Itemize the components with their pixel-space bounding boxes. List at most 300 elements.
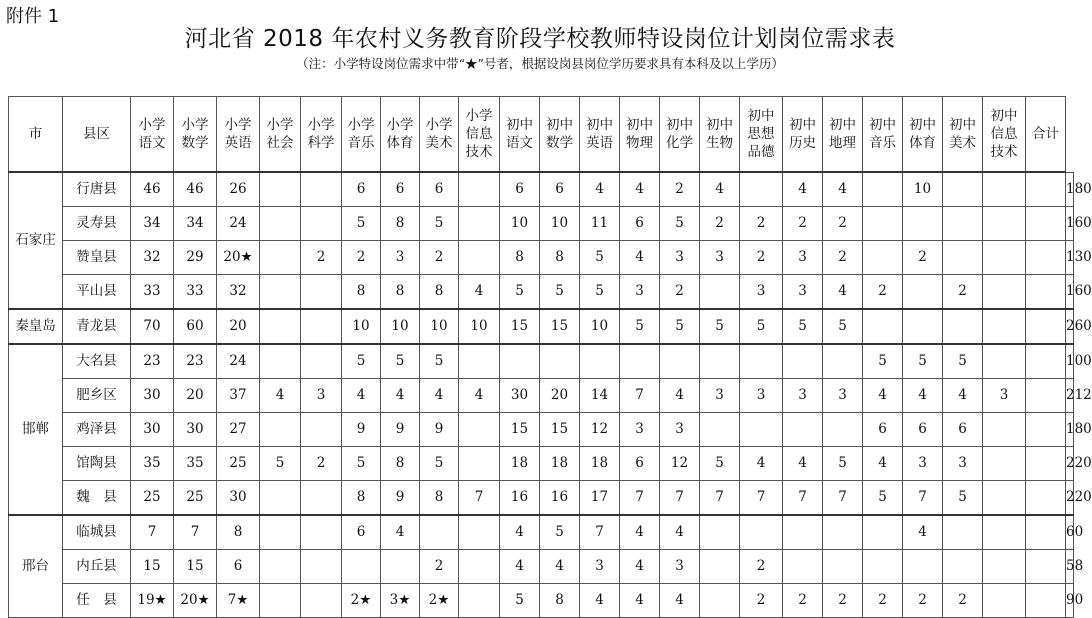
value-cell xyxy=(863,515,903,550)
value-cell: 5 xyxy=(863,481,903,516)
value-cell xyxy=(260,515,301,550)
table-note: （注：小学特设岗位需求中带“★”号者，根据设岗县岗位学历要求具有本科及以上学历） xyxy=(296,56,784,71)
value-cell: 5 xyxy=(700,309,740,344)
value-cell: 10 xyxy=(903,172,943,207)
county-cell: 大名县 xyxy=(63,344,131,379)
value-cell: 4 xyxy=(823,275,863,310)
value-cell: 5 xyxy=(342,447,381,481)
value-cell xyxy=(943,550,983,584)
value-cell: 34 xyxy=(131,207,174,241)
value-cell: 25 xyxy=(131,481,174,516)
value-cell xyxy=(983,241,1026,275)
value-cell: 25 xyxy=(217,447,260,481)
value-cell: 3 xyxy=(301,379,342,413)
value-cell xyxy=(943,207,983,241)
value-cell xyxy=(500,344,540,379)
value-cell: 4 xyxy=(620,172,660,207)
column-header: 小学 科学 xyxy=(301,97,342,173)
value-cell: 7 xyxy=(174,515,217,550)
value-cell xyxy=(540,344,580,379)
value-cell: 2 xyxy=(740,550,783,584)
value-cell: 6 xyxy=(863,413,903,447)
value-cell: 46 xyxy=(174,172,217,207)
value-cell: 19★ xyxy=(131,584,174,618)
value-cell xyxy=(459,447,500,481)
value-cell: 4 xyxy=(500,550,540,584)
value-cell: 5 xyxy=(903,344,943,379)
value-cell xyxy=(823,413,863,447)
value-cell xyxy=(783,413,823,447)
county-cell: 魏 县 xyxy=(63,481,131,516)
value-cell: 18 xyxy=(500,447,540,481)
value-cell: 3 xyxy=(620,275,660,310)
column-header: 初中 语文 xyxy=(500,97,540,173)
value-cell: 4 xyxy=(342,379,381,413)
county-cell: 任 县 xyxy=(63,584,131,618)
table-row xyxy=(9,550,1074,584)
value-cell: 8 xyxy=(381,447,420,481)
column-header: 小学 信息 技术 xyxy=(459,97,500,173)
value-cell: 30 xyxy=(131,379,174,413)
column-header: 初中 思想 品德 xyxy=(740,97,783,173)
total-cell: 100 xyxy=(1066,344,1074,379)
value-cell xyxy=(740,344,783,379)
value-cell xyxy=(700,550,740,584)
value-cell: 7 xyxy=(823,481,863,516)
value-cell: 4 xyxy=(903,515,943,550)
value-cell: 5 xyxy=(740,309,783,344)
value-cell: 15 xyxy=(131,550,174,584)
value-cell xyxy=(260,207,301,241)
value-cell xyxy=(903,207,943,241)
value-cell: 10 xyxy=(459,309,500,344)
value-cell xyxy=(943,309,983,344)
value-cell xyxy=(863,241,903,275)
value-cell: 4 xyxy=(943,379,983,413)
value-cell: 2 xyxy=(420,241,459,275)
value-cell: 4 xyxy=(823,172,863,207)
column-header: 县区 xyxy=(63,97,131,173)
value-cell: 5 xyxy=(863,344,903,379)
value-cell xyxy=(863,309,903,344)
value-cell xyxy=(700,515,740,550)
value-cell xyxy=(740,515,783,550)
value-cell: 2 xyxy=(823,584,863,618)
value-cell: 2 xyxy=(863,584,903,618)
value-cell: 2 xyxy=(823,207,863,241)
attachment-label: 附件 1 xyxy=(6,6,60,27)
value-cell xyxy=(783,515,823,550)
value-cell xyxy=(301,413,342,447)
value-cell: 4 xyxy=(381,379,420,413)
value-cell xyxy=(260,309,301,344)
value-cell: 2 xyxy=(420,550,459,584)
value-cell: 6 xyxy=(620,447,660,481)
value-cell xyxy=(260,584,301,618)
column-header: 合计 xyxy=(1026,97,1066,173)
value-cell xyxy=(943,515,983,550)
value-cell: 15 xyxy=(540,309,580,344)
value-cell xyxy=(903,550,943,584)
value-cell: 8 xyxy=(342,275,381,310)
value-cell: 4 xyxy=(660,379,700,413)
value-cell: 8 xyxy=(540,241,580,275)
value-cell: 2 xyxy=(301,241,342,275)
value-cell: 5 xyxy=(943,481,983,516)
table-row xyxy=(9,241,1074,275)
city-cell: 邯郸 xyxy=(9,344,63,515)
value-cell: 15 xyxy=(540,413,580,447)
value-cell: 6 xyxy=(342,515,381,550)
value-cell: 5 xyxy=(381,344,420,379)
value-cell: 23 xyxy=(174,344,217,379)
value-cell: 2 xyxy=(903,584,943,618)
value-cell: 6 xyxy=(620,207,660,241)
value-cell: 20★ xyxy=(174,584,217,618)
value-cell xyxy=(301,515,342,550)
column-header: 初中 美术 xyxy=(943,97,983,173)
city-cell: 秦皇岛 xyxy=(9,309,63,344)
total-cell: 58 xyxy=(1066,550,1074,584)
value-cell: 7 xyxy=(580,515,620,550)
value-cell xyxy=(342,550,381,584)
value-cell: 6 xyxy=(420,172,459,207)
column-header: 小学 社会 xyxy=(260,97,301,173)
value-cell: 33 xyxy=(174,275,217,310)
value-cell: 2 xyxy=(660,275,700,310)
value-cell: 3 xyxy=(620,413,660,447)
value-cell xyxy=(459,413,500,447)
column-header: 小学 音乐 xyxy=(342,97,381,173)
value-cell xyxy=(459,515,500,550)
value-cell: 8 xyxy=(217,515,260,550)
value-cell xyxy=(580,344,620,379)
value-cell: 5 xyxy=(580,275,620,310)
total-cell: 220 xyxy=(1066,447,1074,481)
value-cell: 15 xyxy=(500,413,540,447)
value-cell xyxy=(1026,379,1066,413)
value-cell: 6 xyxy=(943,413,983,447)
value-cell xyxy=(301,172,342,207)
value-cell: 10 xyxy=(580,309,620,344)
value-cell: 30 xyxy=(500,379,540,413)
value-cell: 24 xyxy=(217,344,260,379)
value-cell: 7 xyxy=(459,481,500,516)
value-cell: 4 xyxy=(260,379,301,413)
value-cell xyxy=(1026,309,1066,344)
value-cell: 3 xyxy=(580,550,620,584)
value-cell: 8 xyxy=(381,207,420,241)
value-cell xyxy=(660,344,700,379)
value-cell: 24 xyxy=(217,207,260,241)
value-cell xyxy=(983,172,1026,207)
column-header: 市 xyxy=(9,97,63,173)
value-cell xyxy=(983,207,1026,241)
total-cell: 130 xyxy=(1066,241,1074,275)
value-cell: 4 xyxy=(620,515,660,550)
value-cell xyxy=(983,515,1026,550)
value-cell xyxy=(1026,550,1066,584)
value-cell: 5 xyxy=(700,447,740,481)
value-cell xyxy=(943,241,983,275)
value-cell xyxy=(260,344,301,379)
value-cell xyxy=(903,275,943,310)
value-cell: 4 xyxy=(783,172,823,207)
value-cell xyxy=(1026,207,1066,241)
value-cell: 11 xyxy=(580,207,620,241)
table-row xyxy=(9,584,1074,618)
value-cell xyxy=(1026,413,1066,447)
value-cell: 2 xyxy=(783,207,823,241)
value-cell xyxy=(301,584,342,618)
value-cell: 2 xyxy=(863,275,903,310)
value-cell: 7 xyxy=(620,481,660,516)
value-cell xyxy=(783,550,823,584)
value-cell xyxy=(459,584,500,618)
total-cell: 160 xyxy=(1066,275,1074,310)
value-cell xyxy=(740,172,783,207)
value-cell xyxy=(1026,241,1066,275)
column-header: 初中 生物 xyxy=(700,97,740,173)
city-cell: 邢台 xyxy=(9,515,63,618)
value-cell: 5 xyxy=(500,275,540,310)
value-cell: 5 xyxy=(500,584,540,618)
value-cell: 5 xyxy=(342,344,381,379)
value-cell xyxy=(983,447,1026,481)
value-cell: 3 xyxy=(823,379,863,413)
value-cell xyxy=(823,515,863,550)
value-cell: 9 xyxy=(381,481,420,516)
value-cell: 5 xyxy=(823,309,863,344)
value-cell: 6 xyxy=(381,172,420,207)
value-cell: 7 xyxy=(783,481,823,516)
value-cell xyxy=(459,344,500,379)
value-cell: 5 xyxy=(660,309,700,344)
value-cell: 2 xyxy=(342,241,381,275)
value-cell: 2 xyxy=(660,172,700,207)
value-cell xyxy=(863,207,903,241)
value-cell xyxy=(823,550,863,584)
value-cell: 8 xyxy=(500,241,540,275)
value-cell: 4 xyxy=(700,172,740,207)
value-cell xyxy=(620,344,660,379)
value-cell xyxy=(260,550,301,584)
value-cell: 10 xyxy=(381,309,420,344)
value-cell: 32 xyxy=(217,275,260,310)
value-cell: 20 xyxy=(540,379,580,413)
value-cell: 7 xyxy=(660,481,700,516)
value-cell: 9 xyxy=(381,413,420,447)
value-cell xyxy=(1026,584,1066,618)
value-cell: 2★ xyxy=(342,584,381,618)
total-cell: 160 xyxy=(1066,207,1074,241)
value-cell: 23 xyxy=(131,344,174,379)
value-cell: 20 xyxy=(174,379,217,413)
page-title: 河北省 2018 年农村义务教育阶段学校教师特设岗位计划岗位需求表 xyxy=(184,26,896,52)
value-cell: 6 xyxy=(500,172,540,207)
value-cell: 2 xyxy=(700,207,740,241)
value-cell: 7 xyxy=(620,379,660,413)
value-cell: 2 xyxy=(783,584,823,618)
value-cell xyxy=(260,241,301,275)
value-cell: 2 xyxy=(740,584,783,618)
value-cell: 4 xyxy=(620,584,660,618)
column-header: 初中 化学 xyxy=(660,97,700,173)
value-cell: 4 xyxy=(783,447,823,481)
value-cell: 4 xyxy=(459,379,500,413)
county-cell: 青龙县 xyxy=(63,309,131,344)
value-cell xyxy=(301,550,342,584)
value-cell xyxy=(983,309,1026,344)
value-cell: 5 xyxy=(420,207,459,241)
value-cell: 3 xyxy=(740,379,783,413)
value-cell: 3 xyxy=(700,379,740,413)
value-cell: 2 xyxy=(740,207,783,241)
column-header: 小学 体育 xyxy=(381,97,420,173)
value-cell: 4 xyxy=(620,241,660,275)
value-cell: 4 xyxy=(500,515,540,550)
value-cell: 46 xyxy=(131,172,174,207)
value-cell xyxy=(301,207,342,241)
value-cell: 4 xyxy=(381,515,420,550)
value-cell: 5 xyxy=(260,447,301,481)
value-cell: 4 xyxy=(620,550,660,584)
value-cell: 2 xyxy=(943,275,983,310)
value-cell xyxy=(700,584,740,618)
value-cell: 9 xyxy=(342,413,381,447)
value-cell xyxy=(1026,515,1066,550)
value-cell: 4 xyxy=(660,584,700,618)
value-cell: 7 xyxy=(700,481,740,516)
county-cell: 馆陶县 xyxy=(63,447,131,481)
value-cell xyxy=(983,413,1026,447)
value-cell xyxy=(301,309,342,344)
value-cell xyxy=(1026,481,1066,516)
city-cell: 石家庄 xyxy=(9,172,63,309)
value-cell xyxy=(983,550,1026,584)
value-cell: 26 xyxy=(217,172,260,207)
value-cell: 35 xyxy=(131,447,174,481)
value-cell: 32 xyxy=(131,241,174,275)
value-cell: 5 xyxy=(540,515,580,550)
column-header: 初中 英语 xyxy=(580,97,620,173)
value-cell xyxy=(260,481,301,516)
value-cell xyxy=(700,275,740,310)
county-cell: 行唐县 xyxy=(63,172,131,207)
value-cell xyxy=(700,344,740,379)
value-cell: 9 xyxy=(420,413,459,447)
value-cell xyxy=(823,344,863,379)
value-cell: 35 xyxy=(174,447,217,481)
value-cell: 2 xyxy=(943,584,983,618)
value-cell: 30 xyxy=(131,413,174,447)
value-cell xyxy=(863,172,903,207)
value-cell: 15 xyxy=(500,309,540,344)
value-cell: 6 xyxy=(342,172,381,207)
value-cell: 8 xyxy=(342,481,381,516)
value-cell xyxy=(459,550,500,584)
value-cell xyxy=(381,550,420,584)
table-row xyxy=(9,275,1074,310)
value-cell: 4 xyxy=(660,515,700,550)
value-cell: 8 xyxy=(381,275,420,310)
value-cell: 18 xyxy=(540,447,580,481)
value-cell: 3 xyxy=(783,241,823,275)
value-cell: 60 xyxy=(174,309,217,344)
value-cell: 5 xyxy=(620,309,660,344)
county-cell: 肥乡区 xyxy=(63,379,131,413)
table-row xyxy=(9,344,1074,379)
column-header: 小学 美术 xyxy=(420,97,459,173)
value-cell xyxy=(740,413,783,447)
value-cell: 5 xyxy=(943,344,983,379)
value-cell: 7★ xyxy=(217,584,260,618)
value-cell: 2 xyxy=(903,241,943,275)
county-cell: 灵寿县 xyxy=(63,207,131,241)
value-cell: 7 xyxy=(903,481,943,516)
value-cell: 3★ xyxy=(381,584,420,618)
table-row xyxy=(9,207,1074,241)
value-cell: 8 xyxy=(420,275,459,310)
value-cell xyxy=(1026,172,1066,207)
value-cell xyxy=(260,172,301,207)
value-cell: 70 xyxy=(131,309,174,344)
value-cell: 5 xyxy=(823,447,863,481)
value-cell: 5 xyxy=(580,241,620,275)
value-cell: 3 xyxy=(700,241,740,275)
column-header: 初中 地理 xyxy=(823,97,863,173)
value-cell: 27 xyxy=(217,413,260,447)
value-cell xyxy=(260,275,301,310)
value-cell: 20★ xyxy=(217,241,260,275)
column-header: 小学 语文 xyxy=(131,97,174,173)
value-cell xyxy=(983,275,1026,310)
value-cell: 4 xyxy=(903,379,943,413)
county-cell: 平山县 xyxy=(63,275,131,310)
value-cell xyxy=(301,481,342,516)
column-header: 初中 体育 xyxy=(903,97,943,173)
value-cell: 4 xyxy=(420,379,459,413)
total-cell: 180 xyxy=(1066,413,1074,447)
value-cell: 2★ xyxy=(420,584,459,618)
column-header: 小学 英语 xyxy=(217,97,260,173)
table-row xyxy=(9,379,1074,413)
value-cell: 10 xyxy=(420,309,459,344)
column-header: 初中 历史 xyxy=(783,97,823,173)
value-cell: 10 xyxy=(342,309,381,344)
county-cell: 赞皇县 xyxy=(63,241,131,275)
total-cell: 90 xyxy=(1066,584,1074,618)
column-header: 初中 数学 xyxy=(540,97,580,173)
value-cell xyxy=(943,172,983,207)
value-cell: 5 xyxy=(660,207,700,241)
value-cell: 30 xyxy=(217,481,260,516)
value-cell: 4 xyxy=(863,379,903,413)
value-cell: 17 xyxy=(580,481,620,516)
value-cell: 3 xyxy=(943,447,983,481)
value-cell: 12 xyxy=(580,413,620,447)
value-cell: 3 xyxy=(381,241,420,275)
value-cell: 34 xyxy=(174,207,217,241)
table-row xyxy=(9,172,1074,207)
value-cell: 4 xyxy=(580,584,620,618)
value-cell: 7 xyxy=(740,481,783,516)
value-cell: 20 xyxy=(217,309,260,344)
value-cell: 4 xyxy=(580,172,620,207)
column-header: 小学 数学 xyxy=(174,97,217,173)
value-cell xyxy=(1026,275,1066,310)
value-cell: 16 xyxy=(500,481,540,516)
